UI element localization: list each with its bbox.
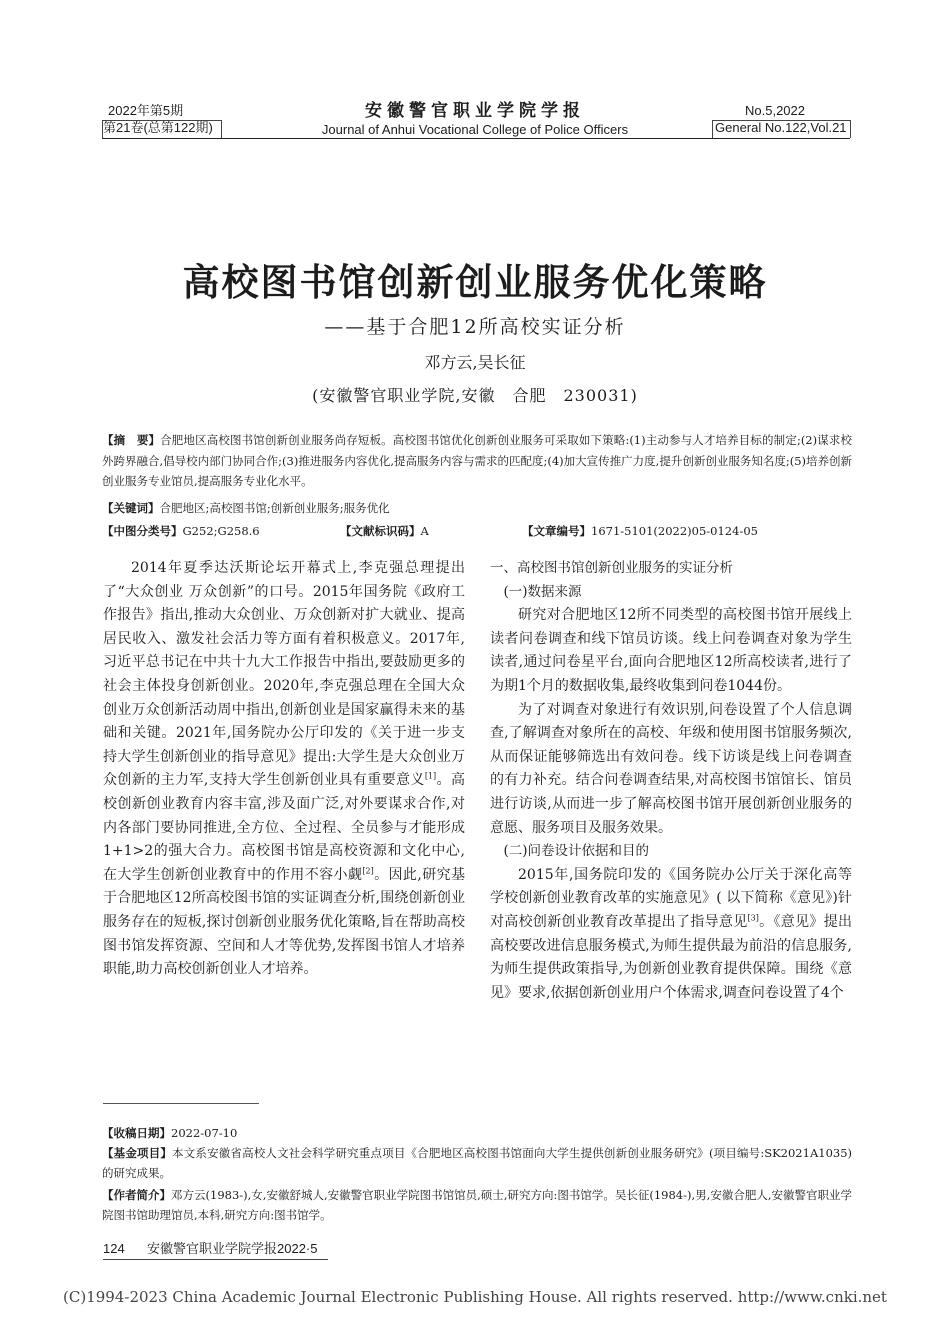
subsection-heading-2: (二)问卷设计依据和目的 bbox=[503, 843, 650, 860]
author-value: 邓方云(1983-),女,安徽舒城人,安徽警官职业学院图书馆馆员,硕士,研究方向:图书馆学。吴长征(1984-),男,安徽合肥人,安徽警官职业学院图书馆助理馆员,本科,研究方向:图书馆学。 bbox=[102, 1188, 852, 1222]
subsection-heading-1: (一)数据来源 bbox=[503, 583, 582, 600]
header-general: General No.122,Vol.21 bbox=[715, 120, 847, 135]
header-rule bbox=[102, 138, 850, 139]
article-authors: 邓方云,吴长征 bbox=[424, 353, 526, 372]
article-number-value: 1671-5101(2022)05-0124-05 bbox=[591, 524, 758, 538]
article-number-label: 【文章编号】 bbox=[522, 526, 591, 538]
keywords-label: 【关键词】 bbox=[102, 503, 160, 515]
questionnaire-text-1: 2015年,国务院印发的《国务院办公厅关于深化高等学校创新创业教育改革的实施意见》( 以下简称《意见》)针对高校创新创业教育改革提出了指导意见 bbox=[490, 866, 852, 930]
footnote-received bbox=[102, 1124, 852, 1144]
abstract-label: 【摘 要】 bbox=[102, 435, 161, 447]
received-label: 【收稿日期】 bbox=[102, 1128, 171, 1140]
article-title: 高校图书馆创新创业服务优化策略 bbox=[182, 260, 768, 304]
fund-label: 【基金项目】 bbox=[102, 1148, 173, 1160]
article-number bbox=[522, 522, 758, 541]
footnote-fund bbox=[102, 1144, 852, 1182]
header-volume: 第21卷(总第122期) bbox=[103, 120, 213, 135]
body-left-column bbox=[103, 557, 465, 982]
footnote-author bbox=[102, 1186, 852, 1224]
ref-2: [2] bbox=[362, 866, 374, 876]
header-journal-cn: 安徽警官职业学院学报 bbox=[365, 101, 585, 120]
keywords-text: 合肥地区;高校图书馆;创新创业服务;服务优化 bbox=[159, 501, 390, 515]
header-issue: 2022年第5期 bbox=[108, 103, 184, 118]
intro-text-1: 2014年夏季达沃斯论坛开幕式上,李克强总理提出了“大众创业 万众创新”的口号。2015年国务院《政府工作报告》指出,推动大众创业、万众创新对扩大就业、提高居民收入、激发社会活力等方面有着积极意义。2017年,习近平总书记在中共十九大工作报告中指出,要鼓励更多的社会主体投身创新创业。2020年,李克强总理在全国大众创业万众创新活动周中指出,创新创业是国家赢得未来的基础和关键。2021年,国务院办公厅印发的《关于进一步支持大学生创新创业的指导意见》提出:大学生是大众创业万众创新的主力军,支持大学生创新创业具有重要意义 bbox=[103, 560, 465, 789]
abstract-text: 合肥地区高校图书馆创新创业服务尚存短板。高校图书馆优化创新创业服务可采取如下策略:(1)主动参与人才培养目标的制定;(2)谋求校外跨界融合,倡导校内部门协同合作;(3)推进服务内容优化,提高服务内容与需求的匹配度;(4)加大宣传推广力度,提升创新创业服务知名度;(5)培养创新创业服务专业馆员,提高服务专业化水平。 bbox=[102, 433, 853, 488]
intro-paragraph bbox=[103, 557, 465, 982]
questionnaire-text-2: 。《意见》提出高校要改进信息服务模式,为师生提供最为前沿的信息服务,为师生提供政策指导,为创新创业教育提供保障。围绕《意见》要求,依据创新创业用户个体需求,调查问卷设置了4个 bbox=[490, 913, 853, 1001]
footnote-rule bbox=[103, 1103, 259, 1104]
abstract bbox=[102, 430, 852, 491]
clc-value: G252;G258.6 bbox=[182, 524, 260, 538]
keywords bbox=[102, 499, 852, 518]
ref-3: [3] bbox=[747, 913, 759, 923]
page-number: 124 bbox=[103, 1241, 125, 1256]
footer-journal: 安徽警官职业学院学报2022·5 bbox=[147, 1241, 318, 1256]
clc-label: 【中图分类号】 bbox=[102, 526, 183, 538]
header-number: No.5,2022 bbox=[745, 103, 805, 118]
ref-1: [1] bbox=[424, 771, 437, 781]
article-subtitle: ——基于合肥12所高校实证分析 bbox=[324, 316, 626, 338]
intro-text-3: 。因此,研究基于合肥地区12所高校图书馆的实证调查分析,围绕创新创业服务存在的短板,探讨创新创业服务优化策略,旨在帮助高校图书馆发挥资源、空间和人才等优势,发挥图书馆人才培养职能,助力高校创新创业人才培养。 bbox=[103, 866, 466, 978]
received-value: 2022-07-10 bbox=[171, 1126, 238, 1140]
fund-value: 本文系安徽省高校人文社会科学研究重点项目《合肥地区高校图书馆面向大学生提供创新创业服务研究》(项目编号:SK2021A1035)的研究成果。 bbox=[102, 1146, 853, 1180]
paragraph-identification: 为了对调查对象进行有效识别,问卷设置了个人信息调查,了解调查对象所在的高校、年级和使用图书馆服务频次,从而保证能够筛选出有效问卷。线下访谈是线上问卷调查的有力补充。结合问卷调查结果,对高校图书馆馆长、馆员进行访谈,从而进一步了解高校图书馆开展创新创业服务的意愿、服务项目及服务效果。 bbox=[490, 701, 852, 836]
body-right-column bbox=[490, 557, 852, 1005]
paragraph-data-source: 研究对合肥地区12所不同类型的高校图书馆开展线上读者问卷调查和线下馆员访谈。线上问卷调查对象为学生读者,通过问卷星平台,面向合肥地区12所高校读者,进行了为期1个月的数据收集,最终收集到问卷1044份。 bbox=[490, 607, 852, 694]
intro-text-2: 。高校创新创业教育内容丰富,涉及面广泛,对外要谋求合作,对内各部门要协同推进,全方位、全过程、全员参与才能形成1+1>2的强大合力。高校图书馆是高校资源和文化中心,在大学生创新创业教育中的作用不容小觑 bbox=[103, 772, 466, 883]
author-label: 【作者简介】 bbox=[102, 1190, 172, 1202]
article-affiliation: (安徽警官职业学院,安徽 合肥 230031) bbox=[312, 386, 638, 405]
doc-label: 【文献标识码】 bbox=[340, 526, 421, 538]
footer-rule bbox=[103, 1259, 328, 1260]
doc-value: A bbox=[420, 524, 429, 538]
header-journal-en: Journal of Anhui Vocational College of Police Officers bbox=[321, 122, 629, 137]
paragraph-questionnaire bbox=[490, 864, 852, 1006]
section-heading-1: 一、高校图书馆创新创业服务的实证分析 bbox=[490, 560, 733, 576]
doc-code bbox=[340, 522, 429, 541]
clc-number bbox=[102, 522, 260, 541]
copyright-notice: (C)1994-2023 China Academic Journal Electronic Publishing House. All rights reserved. http://www.cnki.net bbox=[63, 1288, 887, 1306]
